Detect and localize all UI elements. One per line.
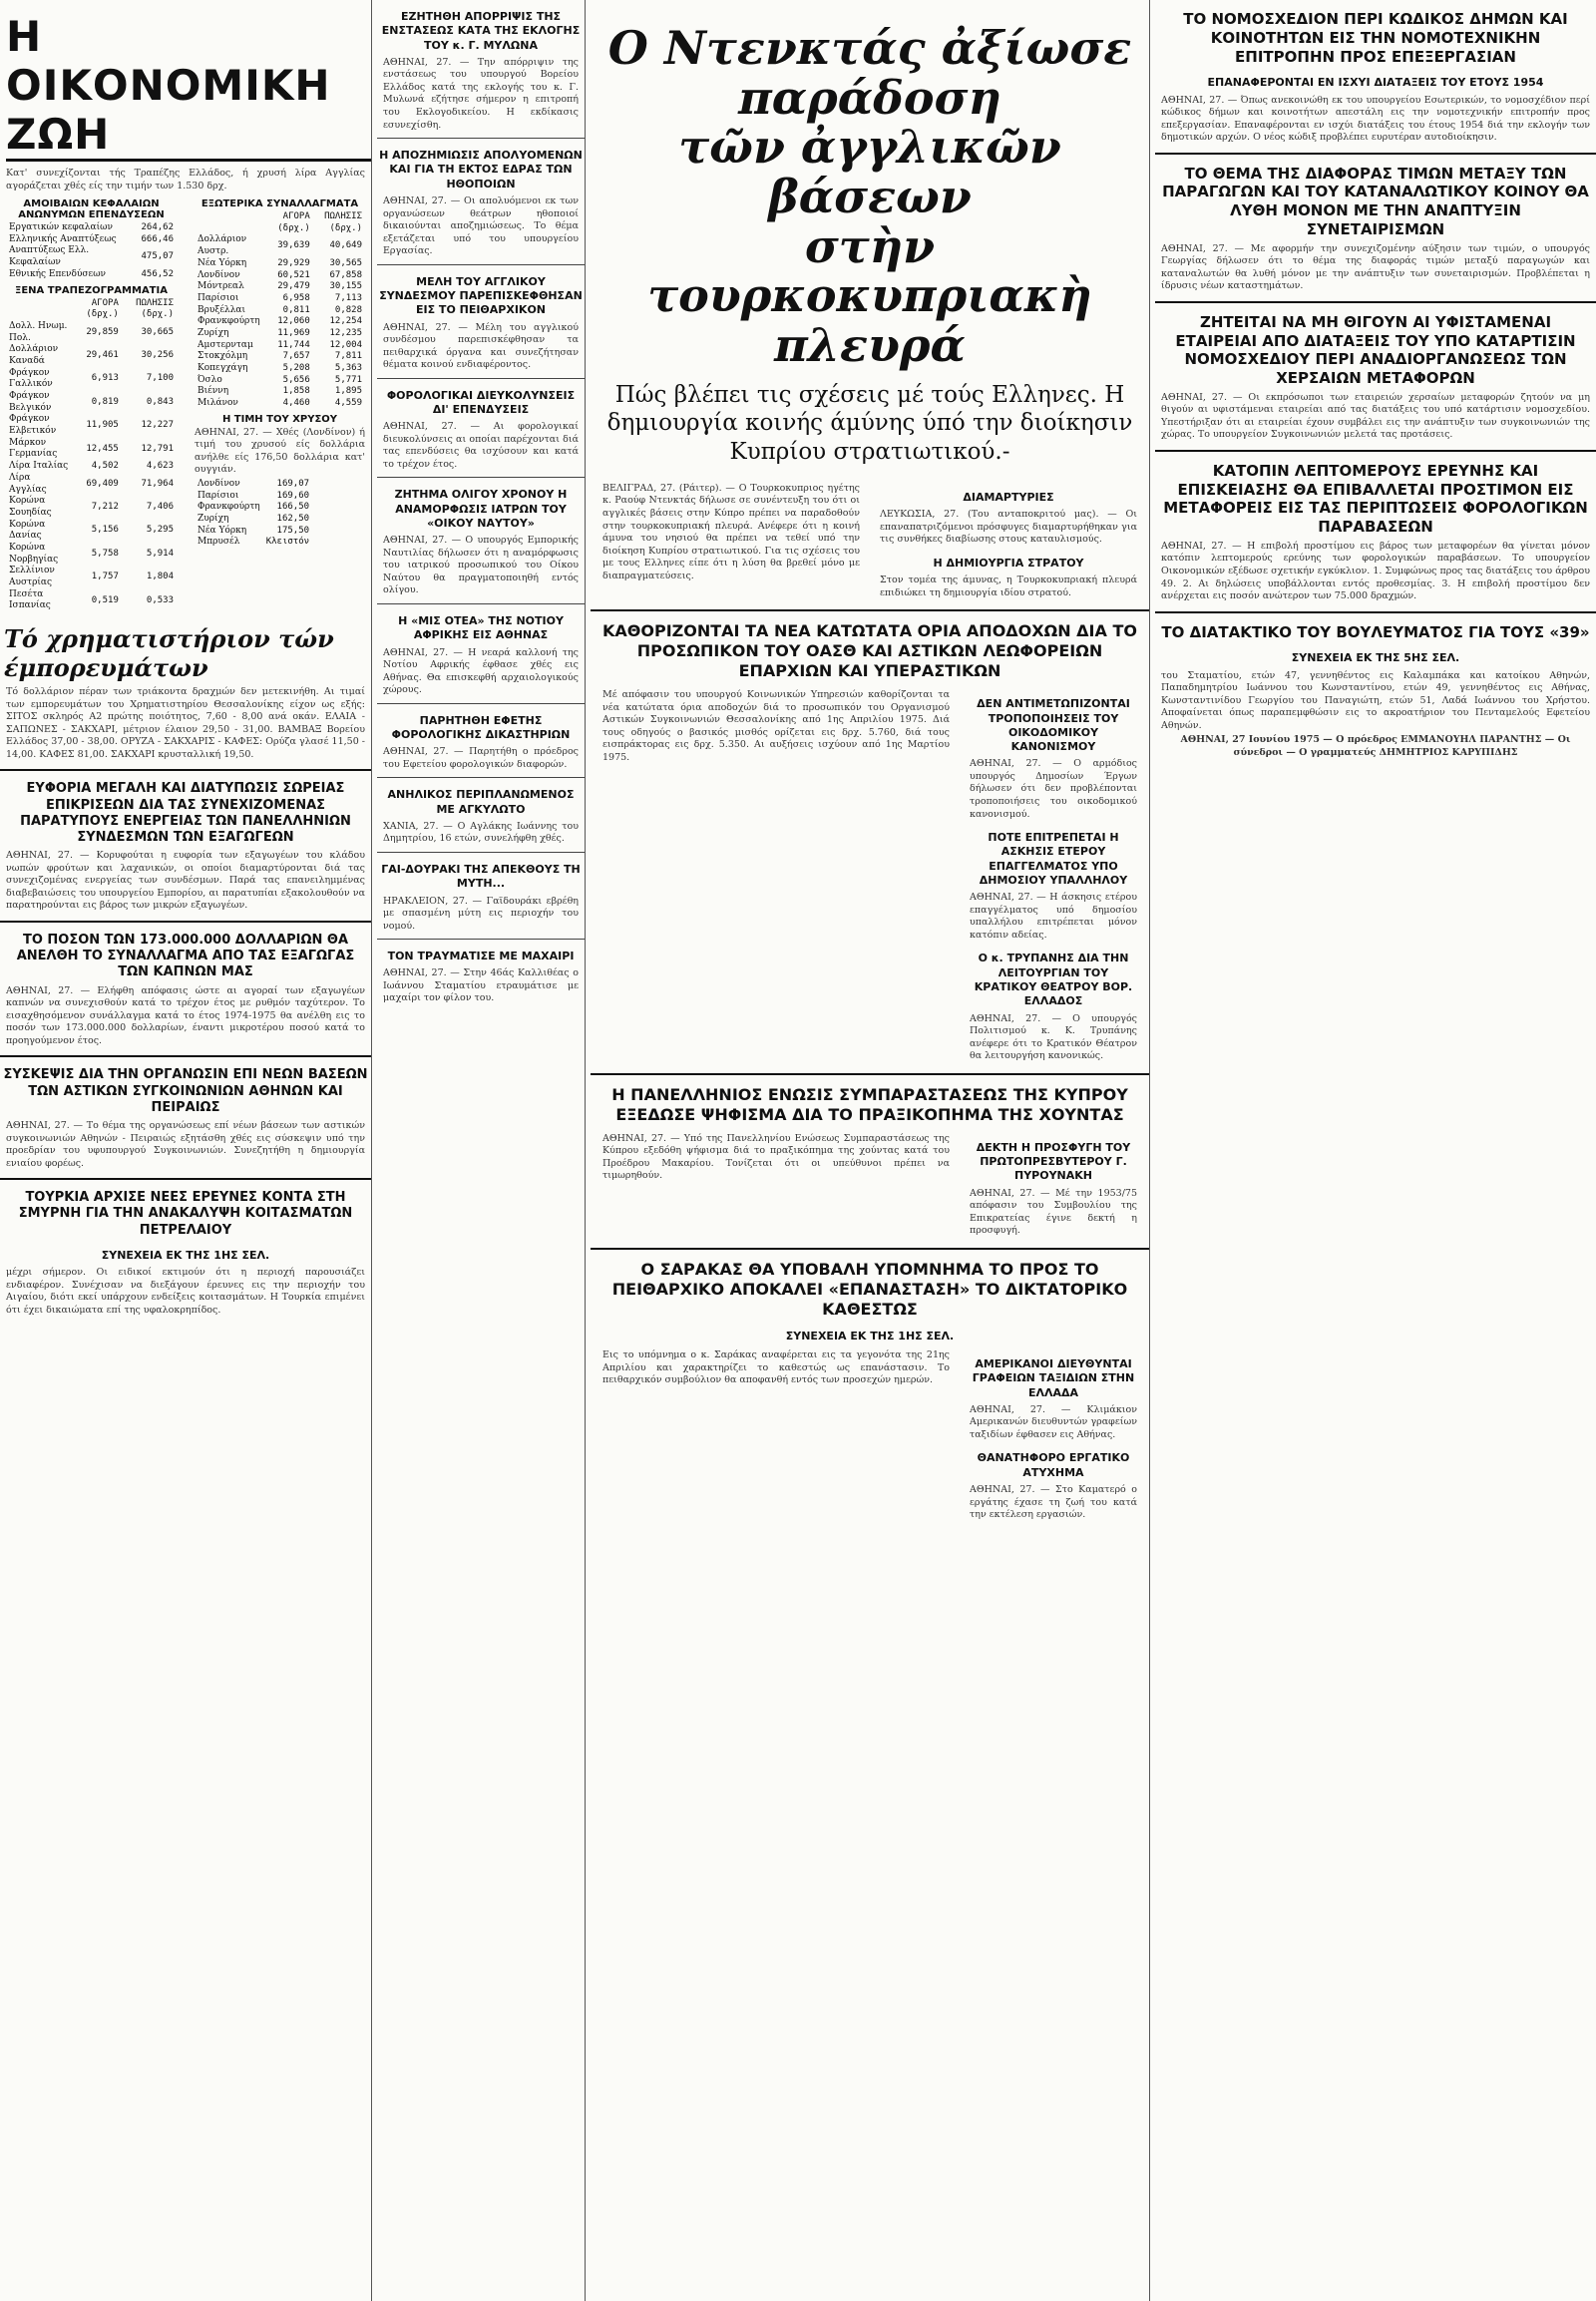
banknote-value: 7,406 — [146, 502, 174, 513]
banknote-value: 0,519 — [91, 594, 119, 605]
municipal-code-headline: ΤΟ ΝΟΜΟΣΧΕΔΙΟΝ ΠΕΡΙ ΚΩΔΙΚΟΣ ΔΗΜΩΝ ΚΑΙ ΚΟΙΝΟΤΗΤΩΝ ΕΙΣ ΤΗΝ ΝΟΜΟΤΕΧΝΙΚΗΝ ΕΠΙΤΡΟΠΗΝ ΠΡΟΣ ΕΠΕΞΕΡΓΑΣΙΑΝ — [1183, 10, 1568, 66]
banknote-value: 30,665 — [141, 326, 174, 337]
verdict-text: του Σταματίου, ετών 47, γεννηθέντος εις Καλαμπάκα και κατοίκου Αθηνών, Παπαδημητρίου Ιωάννου του Κωνσταντίνου, ετών 49, γεννηθέντος εις Αθήνας, Κωνσταντινίδου Γεωργίου του Παναγιώτη, ετών 51, Λαδά Ιωάννου του Χρήστου. Αποφαίνεται όπως παραπεμφθώσιν εις το ακροατήριον του Πενταμελούς Εφετείου Αθηνών. — [1161, 669, 1590, 731]
fx-head-buy: ΑΓΟΡΑ (δρχ.) — [277, 211, 310, 233]
fx-rate-row — [195, 351, 365, 363]
fx-rate-value: 5,771 — [334, 374, 362, 385]
lead-headline-line-3: στὴν τουρκοκυπριακὴ πλευρά — [647, 218, 1092, 373]
wages-text: Μέ απόφασιν του υπουργού Κοινωνικών Υπηρεσιών καθορίζονται τα νέα κατώτατα όρια αποδοχών διά το προσωπικόν του Οργανισμού Αστικών Συγκοινωνιών Θεσσαλονίκης από 1ης Απριλίου 1975. Διά τους οδηγούς ο βασικός μισθός ορίζεται εις δρχ. 5.760, διά τους εισπράκτορας εις δρχ. 5.350. Αι αυξήσεις ισχύουν από 1ης Μαρτίου 1975. — [602, 689, 950, 763]
mutual-fund-row — [6, 245, 177, 268]
transport-headline: ΣΥΣΚΕΨΙΣ ΔΙΑ ΤΗΝ ΟΡΓΑΝΩΣΙΝ ΕΠΙ ΝΕΩΝ ΒΑΣΕΩΝ ΤΩΝ ΑΣΤΙΚΩΝ ΣΥΓΚΟΙΝΩΝΙΩΝ ΑΘΗΝΩΝ ΚΑΙ ΠΕΙΡΑΙΩΣ — [3, 1067, 368, 1115]
fx-rate-label: Αμστερνταμ — [198, 339, 253, 350]
gold-price-label: Λονδίνον — [198, 478, 240, 489]
fx-rate-row — [195, 293, 365, 305]
fx-rate-value: 7,811 — [334, 351, 362, 362]
banknote-value: 12,791 — [141, 443, 174, 454]
banknote-value: 29,461 — [86, 350, 119, 361]
banknote-row — [6, 321, 177, 344]
fx-rate-value: 5,208 — [282, 363, 310, 373]
gold-price-row — [195, 502, 312, 514]
fines-headline: ΚΑΤΟΠΙΝ ΛΕΠΤΟΜΕΡΟΥΣ ΕΡΕΥΝΗΣ ΚΑΙ ΕΠΙΣΚΕΙΑΣΗΣ ΘΑ ΕΠΙΒΑΛΛΕΤΑΙ ΠΡΟΣΤΙΜΟΝ ΕΙΣ ΜΕΤΑΦΟΡΕΙΣ ΕΙΣ ΤΑΣ ΠΕΡΙΠΤΩΣΕΙΣ ΦΟΡΟΛΟΓΙΚΩΝ ΠΑΡΑΒΑΣΕΩΝ — [1163, 461, 1588, 537]
banknote-row — [6, 566, 177, 588]
banknote-label: Φράγκον Γαλλικόν — [9, 367, 53, 390]
gold-price-row — [195, 479, 312, 491]
tobacco-text: ΑΘΗΝΑΙ, 27. — Ελήφθη απόφασις ώστε αι αγοραί των εξαγωγέων καπνών να συνεχισθούν κατά το τρέχον έτος με ρυθμόν ταχύτερον. Το εισαχθησόμενον συνάλλαγμα κατά το έτος 1974-1975 θα ανέλθη εις το ποσόν των 173.000.000 δολλαρίων, έναντι μικροτέρου ποσού κατά το προηγούμενον έτος. — [6, 984, 365, 1046]
brief-headline-7: ΠΑΡΗΤΗΘΗ ΕΦΕΤΗΣ ΦΟΡΟΛΟΓΙΚΗΣ ΔΙΚΑΣΤΗΡΙΩΝ — [391, 713, 571, 741]
travel-agents-text: ΑΘΗΝΑΙ, 27. — Κλιμάκιον Αμερικανών διευθυντών γραφείων ταξιδίων έφθασεν εις Αθήνας. — [970, 1403, 1137, 1440]
fx-head-sell: ΠΩΛΗΣΙΣ (δρχ.) — [324, 211, 362, 233]
verdict-headline: ΤΟ ΔΙΑΤΑΚΤΙΚΟ ΤΟΥ ΒΟΥΛΕΥΜΑΤΟΣ ΓΙΑ ΤΟΥΣ «39» — [1161, 622, 1590, 641]
fx-rate-label: Νέα Υόρκη — [198, 257, 247, 268]
banknote-value: 7,212 — [91, 502, 119, 513]
fx-rate-label: Ζυρίχη — [198, 327, 229, 338]
mutual-funds-title: ΑΜΟΙΒΑΙΩΝ ΚΕΦΑΛΑΙΩΝ ΑΝΩΝΥΜΩΝ ΕΠΕΝΔΥΣΕΩΝ — [18, 198, 165, 221]
fx-rate-value: 4,559 — [334, 398, 362, 409]
fx-rate-value: 11,744 — [277, 339, 310, 350]
briefs-column — [377, 0, 586, 2301]
gold-price-row — [195, 526, 312, 538]
banknote-value: 11,905 — [86, 420, 119, 431]
banknote-label: Δολλ. Ηνωμ. Πολ. — [9, 320, 68, 343]
turkey-oil-text: μέχρι σήμερον. Οι ειδικοί εκτιμούν ότι η περιοχή παρουσιάζει ενδιαφέρον. Συνέχισαν να διεξάγουν έρευνες εις την περιοχήν του Αιγαίου, διότι εκεί υπάρχουν ενδείξεις κοιτασμάτων. Η Τουρκία επιμένει ότι έχει δικαιώματα επί της υφαλοκρηπίδος. — [6, 1267, 365, 1316]
banknote-value: 0,533 — [146, 594, 174, 605]
fx-rate-value: 30,565 — [329, 257, 362, 268]
banknote-label: Κορώνα Δανίας — [9, 519, 46, 542]
banknote-row — [6, 520, 177, 543]
fx-rate-label: Όσλο — [198, 374, 222, 385]
banknote-value: 1,804 — [146, 572, 174, 582]
gold-price-label: Ζυρίχη — [198, 513, 229, 524]
municipal-code-subhead: ΕΠΑΝΑΦΕΡΟΝΤΑΙ ΕΝ ΙΣΧΥΙ ΔΙΑΤΑΞΕΙΣ ΤΟΥ ΕΤΟΥΣ 1954 — [1207, 76, 1544, 90]
mutual-fund-label: Ελληνικής Αναπτύξεως — [9, 233, 117, 244]
banknote-value: 7,100 — [146, 373, 174, 384]
commodity-exchange-title: Τό χρηματιστήριον τών έμπορευμάτων — [4, 624, 334, 683]
gold-price-row — [195, 537, 312, 549]
fx-rate-value: 11,969 — [277, 327, 310, 338]
left-column — [0, 0, 372, 2301]
banknote-row — [6, 391, 177, 414]
fx-rate-row — [195, 258, 365, 270]
lead-headline-line-1: Ο Ντενκτάς ἀξίωσε παράδοση — [607, 21, 1132, 125]
municipal-code-text: ΑΘΗΝΑΙ, 27. — Όπως ανεκοινώθη εκ του υπουργείου Εσωτερικών, το νομοσχέδιον περί κώδικος δήμων και κοινοτήτων απεστάλη εις την νομοτεχνικήν επιτροπήν προς επεξεργασίαν. Επαναφέρονται εν ισχύι διατάξεις του έτους 1954 διά την εκλογήν των δημοτικών αρχών. Ο νέος κώδιξ προβλέπει ευρυτέραν αυτοδιοίκησιν. — [1161, 94, 1590, 144]
transport-companies-text: ΑΘΗΝΑΙ, 27. — Οι εκπρόσωποι των εταιρειών χερσαίων μεταφορών ζητούν να μη θιγούν αι υφιστάμεναι εταιρείαι από τας διατάξεις του υπό κατάρτισιν νομοσχεδίου. Υπεστήριξαν ότι αι εταιρείαι έχουν συμβάλει εις την ανάπτυξιν των συγκοινωνιών της χώρας. Το υπουργείον Συγκοινωνιών μελετά τας προτάσεις. — [1161, 391, 1590, 441]
right-column — [1155, 0, 1596, 2301]
banknote-value: 5,156 — [91, 525, 119, 536]
banknote-value: 4,623 — [146, 461, 174, 472]
fines-text: ΑΘΗΝΑΙ, 27. — Η επιβολή προστίμου εις βάρος των μεταφορέων θα γίνεται μόνον κατόπιν λεπτομερούς ερεύνης των φορολογικών παραβάσεων. Το υπουργείον Οικονομικών εξέδωσε σχετικήν εγκύκλιον. 1. Συμφώνως προς τας διατάξεις του άρθρου 49. 2. Αι δηλώσεις υποβάλλονται εντός προθεσμίας. 3. Η επιβολή προστίμου δεν ανέρχεται εις ποσόν ανώτερον των 75.000 δραχμών. — [1161, 540, 1590, 602]
appeal-headline: ΔΕΚΤΗ Η ΠΡΟΣΦΥΓΗ ΤΟΥ ΠΡΩΤΟΠΡΕΣΒΥΤΕΡΟΥ Γ. ΠΥΡΟΥΝΑΚΗ — [976, 1140, 1131, 1183]
fx-rate-row — [195, 328, 365, 340]
fx-rate-value: 12,004 — [329, 339, 362, 350]
price-gap-headline: ΤΟ ΘΕΜΑ ΤΗΣ ΔΙΑΦΟΡΑΣ ΤΙΜΩΝ ΜΕΤΑΞΥ ΤΩΝ ΠΑΡΑΓΩΓΩΝ ΚΑΙ ΤΟΥ ΚΑΤΑΝΑΛΩΤΙΚΟΥ ΚΟΙΝΟΥ ΘΑ ΛΥΘΗ ΜΟΝΟΝ ΜΕ ΤΗΝ ΑΝΑΠΤΥΞΙΝ ΣΥΝΕΤΑΙΡΙΣΜΩΝ — [1162, 164, 1589, 238]
fx-rate-value: 7,657 — [282, 351, 310, 362]
fx-rate-value: 5,656 — [282, 374, 310, 385]
banknote-value: 29,859 — [86, 326, 119, 337]
gold-price-label: Φρανκφούρτη — [198, 502, 260, 513]
brief-text-9: ΗΡΑΚΛΕΙΟΝ, 27. — Γαϊδουράκι εβρέθη με σπασμένη μύτη εις περιοχήν του νομού. — [383, 895, 579, 932]
lead-text-2: ΛΕΥΚΩΣΙΑ, 27. (Του ανταποκριτού μας). — Οι επαναπατριζόμενοι πρόσφυγες διαμαρτυρήθηκαν για τις συνθήκες διαβίωσης στους καταυλισμούς. — [880, 509, 1137, 546]
appeal-text: ΑΘΗΝΑΙ, 27. — Μέ την 1953/75 απόφασιν του Συμβουλίου της Επικρατείας έγινε δεκτή η προσφυγή. — [970, 1187, 1137, 1237]
wages-headline: ΚΑΘΟΡΙΖΟΝΤΑΙ ΤΑ ΝΕΑ ΚΑΤΩΤΑΤΑ ΟΡΙΑ ΑΠΟΔΟΧΩΝ ΔΙΑ ΤΟ ΠΡΟΣΩΠΙΚΟΝ ΤΟΥ ΟΑΣΘ ΚΑΙ ΑΣΤΙΚΩΝ ΛΕΩΦΟΡΕΙΩΝ ΕΠΑΡΧΙΩΝ ΚΑΙ ΥΠΕΡΑΣΤΙΚΩΝ — [602, 621, 1137, 681]
gold-price-label: Μπρυσέλ — [198, 537, 240, 548]
brief-headline-9: ΓΑΙ-ΔΟΥΡΑΚΙ ΤΗΣ ΑΠΕΚΘΟΥΣ ΤΗ ΜΥΤΗ... — [381, 862, 581, 891]
brief-text-10: ΑΘΗΝΑΙ, 27. — Στην 46άς Καλλιθέας ο Ιωάννου Σταματίου ετραυμάτισε με μαχαίρι τον φίλον του. — [383, 967, 579, 1004]
fx-rate-row — [195, 363, 365, 375]
fx-rate-label: Λονδίνον — [198, 269, 240, 280]
lead-subhead-1: ΔΙΑΜΑΡΤΥΡΙΕΣ — [963, 490, 1054, 504]
fx-table — [195, 211, 365, 410]
banknote-value: 30,256 — [141, 350, 174, 361]
accident-headline: ΘΑΝΑΤΗΦΟΡΟ ΕΡΓΑΤΙΚΟ ΑΤΥΧΗΜΑ — [977, 1451, 1130, 1479]
banknote-row — [6, 414, 177, 437]
brief-headline-10: ΤΟΝ ΤΡΑΥΜΑΤΙΣΕ ΜΕ ΜΑΧΑΙΡΙ — [387, 950, 575, 963]
civil-servant-headline: ΠΟΤΕ ΕΠΙΤΡΕΠΕΤΑΙ Η ΑΣΚΗΣΙΣ ΕΤΕΡΟΥ ΕΠΑΓΓΕΛΜΑΤΟΣ ΥΠΟ ΔΗΜΟΣΙΟΥ ΥΠΑΛΛΗΛΟΥ — [979, 831, 1128, 887]
fx-rate-row — [195, 281, 365, 293]
banknotes-head-sell: ΠΩΛΗΣΙΣ (δρχ.) — [136, 297, 174, 320]
brief-headline-5: ΖΗΤΗΜΑ ΟΛΙΓΟΥ ΧΡΟΝΟΥ Η ΑΝΑΜΟΡΦΩΣΙΣ ΙΑΤΡΩΝ ΤΟΥ «ΟΙΚΟΥ ΝΑΥΤΟΥ» — [394, 488, 568, 530]
lead-deck: Πώς βλέπει τις σχέσεις μέ τούς Ελληνες. Η δημιουργία κοινής άμύνης ύπό την διοίκησιν Κυπρίου στρατιωτικού.- — [606, 381, 1133, 466]
fx-rate-label: Βιέννη — [198, 386, 229, 397]
gold-price-value: 175,50 — [276, 525, 310, 536]
cyprus-union-headline: Η ΠΑΝΕΛΛΗΝΙΟΣ ΕΝΩΣΙΣ ΣΥΜΠΑΡΑΣΤΑΣΕΩΣ ΤΗΣ ΚΥΠΡΟΥ ΕΞΕΔΩΣΕ ΨΗΦΙΣΜΑ ΔΙΑ ΤΟ ΠΡΑΞΙΚΟΠΗΜΑ ΤΗΣ ΧΟΥΝΤΑΣ — [611, 1084, 1128, 1124]
lead-text-3: Στον τομέα της άμυνας, η Τουρκοκυπριακή πλευρά επιδιώκει τη δημιουργία ιδίου στρατού. — [880, 575, 1137, 598]
gold-title: Η ΤΙΜΗ ΤΟΥ ΧΡΥΣΟΥ — [221, 413, 338, 425]
banknote-value: 69,409 — [86, 478, 119, 489]
fx-rate-label: Κοπεγχάγη — [198, 363, 248, 373]
fx-rate-value: 12,235 — [329, 327, 362, 338]
sarakas-body — [597, 1347, 1143, 1524]
banknote-value: 12,227 — [141, 420, 174, 431]
theatre-headline: Ο κ. ΤΡΥΠΑΝΗΣ ΔΙΑ ΤΗΝ ΛΕΙΤΟΥΡΓΙΑΝ ΤΟΥ ΚΡΑΤΙΚΟΥ ΘΕΑΤΡΟΥ ΒΟΡ. ΕΛΛΑΔΟΣ — [974, 952, 1133, 1008]
banknote-row — [6, 438, 177, 461]
banknotes-table — [6, 298, 177, 613]
mutual-fund-row — [6, 269, 177, 281]
lead-text: ΒΕΛΙΓΡΑΔ, 27. (Ράιτερ). — Ο Τουρκοκυπριος ηγέτης κ. Ραούφ Ντενκτάς δήλωσε σε συνέντευξη του ότι οι αγγλικές βάσεις στην Κύπρο πρέπει να παραδοθούν στην τουρκοκυπριακή πλευρά. Ανέφερε ότι η κοινή άμυνα του νησιού θα πρέπει να τεθεί υπό την διοίκηση Κυπρίου στρατιωτικού. Για τις σχέσεις του με τους Ελληνες είπε ότι η λύση θα βρεθεί μόνο με διαπραγματεύσεις. — [602, 482, 860, 581]
sarakas-text: Εις το υπόμνημα ο κ. Σαράκας αναφέρεται εις τα γεγονότα της 21ης Απριλίου και χαρακτηρίζει το καθεστώς ως επανάστασιν. Το πειθαρχικόν συμβούλιον θα αποφανθή εντός των προσεχών ημερών. — [602, 1348, 950, 1386]
banknote-value: 5,295 — [146, 525, 174, 536]
fx-rate-value: 40,649 — [329, 240, 362, 251]
price-gap-text: ΑΘΗΝΑΙ, 27. — Με αφορμήν την συνεχιζομένην αύξησιν των τιμών, ο υπουργός Γεωργίας δήλωσεν ότι το θέμα της διαφοράς τιμών μεταξύ παραγωγών και καταναλωτών θα λυθή μόνον με την ανάπτυξιν των συνεταιρισμών. Προβλέπεται η ίδρυσις νέων καταστημάτων. — [1161, 242, 1590, 292]
cyprus-union-body — [597, 1131, 1143, 1240]
banknote-label: Κορώνα Νορβηγίας — [9, 542, 59, 565]
turkey-oil-continuation: ΣΥΝΕΧΕΙΑ ΕΚ ΤΗΣ 1ΗΣ ΣΕΛ. — [101, 1248, 270, 1262]
fx-rate-value: 1,858 — [282, 386, 310, 397]
transport-text: ΑΘΗΝΑΙ, 27. — Το θέμα της οργανώσεως επί νέων βάσεων των αστικών συγκοινωνιών Αθηνών - Πειραιώς εξητάσθη χθές εις σύσκεψιν υπό την προεδρίαν του υφυπουργού Συγκοινωνιών. Συνεζητήθη η δημιουργία ενιαίου φορέως. — [6, 1120, 365, 1169]
fx-rate-row — [195, 316, 365, 328]
brief-headline-3: ΜΕΛΗ ΤΟΥ ΑΓΓΛΙΚΟΥ ΣΥΝΔΕΣΜΟΥ ΠΑΡΕΠΙΣΚΕΦΘΗΣΑΝ ΕΙΣ ΤΟ ΠΕΙΘΑΡΧΙΚΟΝ — [379, 274, 583, 317]
brief-text-1: ΑΘΗΝΑΙ, 27. — Την απόρριψιν της ενστάσεως του υπουργού Βορείου Ελλάδος κατά της εκλογής του κ. Γ. Μυλωνά εζήτησε σήμερον η επιτροπή του Εκλογοδικείου. Η εκδίκασις εσυνεχίσθη. — [383, 56, 579, 131]
cyprus-union-text: ΑΘΗΝΑΙ, 27. — Υπό της Πανελληνίου Ενώσεως Συμπαραστάσεως της Κύπρου εξεδόθη ψήφισμα διά το πραξικόπημα της χούντας κατά του Προέδρου Μακαρίου. Τονίζεται ότι οι υπεύθυνοι πρέπει να τιμωρηθούν. — [602, 1132, 950, 1182]
lead-headline — [600, 21, 1139, 373]
verdict-signature: ΑΘΗΝΑΙ, 27 Ιουνίου 1975 — Ο πρόεδρος ΕΜΜΑΝΟΥΗΛ ΠΑΡΑΝΤΗΣ — Οι σύνεδροι — Ο γραμματεύς ΔΗΜΗΤΡΙΟΣ ΚΑΡΥΠΙΔΗΣ — [1180, 734, 1571, 758]
gold-price-value: 169,60 — [276, 490, 310, 501]
banknote-value: 71,964 — [141, 478, 174, 489]
fx-rate-label: Μιλάνον — [198, 398, 238, 409]
fx-rate-label: Παρίσιοι — [198, 292, 239, 303]
gold-price-value: Κλειστόν — [265, 537, 310, 548]
mutual-fund-value: 264,62 — [141, 222, 174, 233]
brief-headline-6: Η «ΜΙΣ ΟΤΕΑ» ΤΗΣ ΝΟΤΙΟΥ ΑΦΡΙΚΗΣ ΕΙΣ ΑΘΗΝΑΣ — [398, 613, 564, 642]
fx-rate-label: Δολλάριον Αυστρ. — [198, 234, 247, 257]
fx-rate-value: 12,254 — [329, 316, 362, 327]
markets-left — [0, 194, 183, 614]
gold-price-value: 166,50 — [276, 502, 310, 513]
fx-rate-value: 6,958 — [282, 292, 310, 303]
fx-rate-label: Βρυξέλλαι — [198, 304, 246, 315]
banknote-label: Φράγκον Βελγικόν — [9, 391, 52, 413]
banknote-value: 4,502 — [91, 461, 119, 472]
gold-price-label: Νέα Υόρκη — [198, 525, 247, 536]
fx-rate-value: 4,460 — [282, 398, 310, 409]
mutual-fund-value: 456,52 — [141, 268, 174, 279]
section-masthead: Η ΟΙΚΟΝΟΜΙΚΗ ΖΩΗ — [6, 12, 371, 162]
brief-text-8: ΧΑΝΙΑ, 27. — Ο Αγλάκης Ιωάννης του Δημητρίου, 16 ετών, συνελήφθη χθές. — [383, 820, 579, 845]
fx-rate-row — [195, 234, 365, 257]
lead-subhead-2: Η ΔΗΜΙΟΥΡΓΙΑ ΣΤΡΑΤΟΥ — [933, 556, 1084, 570]
mutual-fund-label: Αναπτύξεως Ελλ. Κεφαλαίων — [9, 245, 90, 268]
banknote-row — [6, 589, 177, 612]
gold-price-row — [195, 514, 312, 526]
gold-price-row — [195, 491, 312, 503]
banknote-label: Λίρα Ιταλίας — [9, 461, 69, 472]
banknote-label: Πεσέτα Ισπανίας — [9, 588, 51, 611]
banknotes-head-buy: ΑΓΟΡΑ (δρχ.) — [86, 297, 119, 320]
fx-rate-value: 30,155 — [329, 281, 362, 292]
fx-rate-row — [195, 386, 365, 398]
intro-text: Κατ' συνεχίζονται τής Τραπέζης Ελλάδος, ή χρυσή λίρα Αγγλίας αγοράζεται χθές είς την τιμήν των 1.530 δρχ. — [6, 168, 365, 192]
wages-body — [597, 687, 1143, 1064]
gold-price-label: Παρίσιοι — [198, 490, 239, 501]
mutual-fund-row — [6, 234, 177, 246]
fx-title: ΕΞΩΤΕΡΙΚΑ ΣΥΝΑΛΛΑΓΜΑΤΑ — [200, 198, 359, 210]
brief-text-7: ΑΘΗΝΑΙ, 27. — Παρητήθη ο πρόεδρος του Εφετείου φορολογικών διαφορών. — [383, 746, 579, 770]
brief-headline-4: ΦΟΡΟΛΟΓΙΚΑΙ ΔΙΕΥΚΟΛΥΝΣΕΙΣ ΔΙ' ΕΠΕΝΔΥΣΕΙΣ — [386, 388, 576, 416]
mutual-fund-value: 475,07 — [141, 251, 174, 262]
exporters-text: ΑΘΗΝΑΙ, 27. — Κορυφούται η ευφορία των εξαγωγέων του κλάδου νωπών φρούτων και λαχανικών, οι οποίοι διαμαρτύρονται διά τας συνεχιζομένας ενεργείας των συνδέσμων. Παρά τας επανειλημμένας διαβεβαιώσεις του υπουργείου Εμπορίου, αι παρατυπίαι εξακολουθούν να παρατηρούνται εις βάρος των μικρών εξαγωγέων. — [6, 850, 365, 912]
fx-rate-row — [195, 375, 365, 387]
sarakas-headline: Ο ΣΑΡΑΚΑΣ ΘΑ ΥΠΟΒΑΛΗ ΥΠΟΜΝΗΜΑ ΤΟ ΠΡΟΣ ΤΟ ΠΕΙΘΑΡΧΙΚΟ ΑΠΟΚΑΛΕΙ «ΕΠΑΝΑΣΤΑΣΗ» ΤΟ ΔΙΚΤΑΤΟΡΙΚΟ ΚΑΘΕΣΤΩΣ — [611, 1259, 1128, 1319]
mutual-fund-label: Εργατικών κεφαλαίων — [9, 222, 113, 233]
theatre-text: ΑΘΗΝΑΙ, 27. — Ο υπουργός Πολιτισμού κ. Κ. Τρυπάνης ανέφερε ότι το Κρατικόν Θέατρον θα λειτουργήση κανονικώς. — [970, 1012, 1137, 1062]
lead-headline-line-2: τῶν ἀγγλικῶν βάσεων — [678, 120, 1061, 224]
fx-rate-value: 29,479 — [277, 281, 310, 292]
gold-price-value: 162,50 — [276, 513, 310, 524]
fx-rate-value: 1,895 — [334, 386, 362, 397]
fx-rate-value: 0,811 — [282, 304, 310, 315]
fx-rate-label: Φρανκφούρτη — [198, 316, 260, 327]
accident-text: ΑΘΗΝΑΙ, 27. — Στο Καματερό ο εργάτης έχασε τη ζωή του κατά την εκτέλεση εργασιών. — [970, 1484, 1137, 1521]
fx-rate-label: Μόντρεαλ — [198, 281, 244, 292]
building-code-text: ΑΘΗΝΑΙ, 27. — Ο αρμόδιος υπουργός Δημοσίων Έργων δήλωσεν ότι δεν προβλέπονται τροποποιήσεις του οικοδομικού κανονισμού. — [970, 758, 1137, 820]
banknotes-title: ΞΕΝΑ ΤΡΑΠΕΖΟΓΡΑΜΜΑΤΙΑ — [15, 284, 168, 296]
banknote-row — [6, 473, 177, 496]
fx-rate-value: 7,113 — [334, 292, 362, 303]
fx-rate-row — [195, 340, 365, 352]
banknote-value: 5,758 — [91, 548, 119, 559]
banknote-value: 0,843 — [146, 396, 174, 407]
exporters-headline: ΕΥΦΟΡΙΑ ΜΕΓΑΛΗ ΚΑΙ ΔΙΑΤΥΠΩΣΙΣ ΣΩΡΕΙΑΣ ΕΠΙΚΡΙΣΕΩΝ ΔΙΑ ΤΑΣ ΣΥΝΕΧΙΖΟΜΕΝΑΣ ΠΑΡΑΤΥΠΟΥΣ ΕΝΕΡΓΕΙΑΣ ΤΩΝ ΠΑΝΕΛΛΗΝΙΩΝ ΣΥΝΔΕΣΜΩΝ ΤΩΝ ΕΞΑΓΩΓΕΩΝ — [20, 781, 351, 845]
brief-headline-8: ΑΝΗΛΙΚΟΣ ΠΕΡΙΠΛΑΝΩΜΕΝΟΣ ΜΕ ΑΓΚΥΛΩΤΟ — [387, 788, 575, 816]
brief-text-4: ΑΘΗΝΑΙ, 27. — Αι φορολογικαί διευκολύνσεις αι οποίαι παρέχονται διά τας επενδύσεις θα ισχύσουν και κατά το τρέχον έτος. — [383, 421, 579, 470]
markets-right — [189, 194, 371, 614]
fx-rate-value: 5,363 — [334, 363, 362, 373]
building-code-headline: ΔΕΝ ΑΝΤΙΜΕΤΩΠΙΖΟΝΤΑΙ ΤΡΟΠΟΠΟΙΗΣΕΙΣ ΤΟΥ ΟΙΚΟΔΟΜΙΚΟΥ ΚΑΝΟΝΙΣΜΟΥ — [977, 697, 1130, 754]
lead-column — [591, 0, 1150, 2301]
civil-servant-text: ΑΘΗΝΑΙ, 27. — Η άσκησις ετέρου επαγγέλματος υπό δημοσίου υπαλλήλου επιτρέπεται μόνον κατόπιν αδείας. — [970, 892, 1137, 941]
fx-rate-row — [195, 270, 365, 282]
banknote-label: Μάρκον Γερμανίας — [9, 437, 58, 460]
banknote-row — [6, 344, 177, 367]
mutual-fund-label: Εθνικής Επενδύσεων — [9, 268, 107, 279]
markets-tables — [0, 194, 371, 614]
turkey-oil-headline: ΤΟΥΡΚΙΑ ΑΡΧΙΣΕ ΝΕΕΣ ΕΡΕΥΝΕΣ ΚΟΝΤΑ ΣΤΗ ΣΜΥΡΝΗ ΓΙΑ ΤΗΝ ΑΝΑΚΑΛΥΨΗ ΚΟΙΤΑΣΜΑΤΩΝ ΠΕΤΡΕΛΑΙΟΥ — [18, 1190, 353, 1238]
brief-headline-1: ΕΖΗΤΗΘΗ ΑΠΟΡΡΙΨΙΣ ΤΗΣ ΕΝΣΤΑΣΕΩΣ ΚΑΤΑ ΤΗΣ ΕΚΛΟΓΗΣ ΤΟΥ κ. Γ. ΜΥΛΩΝΑ — [381, 10, 581, 52]
fx-rate-row — [195, 398, 365, 410]
banknote-label: Κορώνα Σουηδίας — [9, 496, 52, 518]
verdict-continuation: ΣΥΝΕΧΕΙΑ ΕΚ ΤΗΣ 5ΗΣ ΣΕΛ. — [1291, 651, 1460, 665]
fx-rate-value: 60,521 — [277, 269, 310, 280]
brief-headline-2: Η ΑΠΟΖΗΜΙΩΣΙΣ ΑΠΟΛΥΟΜΕΝΩΝ ΚΑΙ ΓΙΑ ΤΗ ΕΚΤΟΣ ΕΔΡΑΣ ΤΩΝ ΗΘΟΠΟΙΩΝ — [379, 149, 583, 191]
commodity-exchange-text: Τό δολλάριον πέραν των τριάκοντα δραχμών δεν μετεκινήθη. Αι τιμαί των εμπορευμάτων του Χρηματιστηρίου Θεσσαλονίκης είχον ως εξής: ΣΙΤΟΣ σκληρός Α2 πρώτης ποιότητος, 7,60 - 8,00 ανά οκάν. ΕΛΑΙΑ - ΣΑΠΩΝΕΣ - ΣΑΚΧΑΡΙ, μέτριον έλαιον 29,50 - 31,00. ΒΑΜΒΑΞ Βορείου Ελλάδος 37,00 - 38,00. ΟΡΥΖΑ - ΣΑΚΧΑΡΙΣ - ΚΑΦΕΣ: Ορύζα γλασέ 11,50 - 14,00. ΚΑΦΕΣ 81,00. ΣΑΚΧΑΡΙ κρυσταλλική 19,50. — [6, 686, 365, 760]
banknote-value: 12,455 — [86, 443, 119, 454]
brief-text-6: ΑΘΗΝΑΙ, 27. — Η νεαρά καλλονή της Νοτίου Αφρικής έφθασε χθές εις Αθήνας. Θα επισκεφθή αρχαιολογικούς χώρους. — [383, 646, 579, 696]
banknote-label: Σελλίνιον Αυστρίας — [9, 566, 55, 587]
banknote-label: Φράγκον Ελβετικόν — [9, 414, 57, 437]
fx-rate-value: 29,929 — [277, 257, 310, 268]
fx-rate-label: Στοκχόλμη — [198, 351, 248, 362]
banknote-label: Λίρα Αγγλίας — [9, 472, 47, 495]
brief-text-2: ΑΘΗΝΑΙ, 27. — Οι απολυόμενοι εκ των οργανώσεων θεάτρων ηθοποιοί δικαιούνται αποζημιώσεως. Το θέμα εξετάζεται υπό του υπουργείου Εργασίας. — [383, 194, 579, 257]
banknote-value: 0,819 — [91, 396, 119, 407]
banknote-value: 1,757 — [91, 572, 119, 582]
mutual-fund-row — [6, 222, 177, 234]
mutual-fund-value: 666,46 — [141, 233, 174, 244]
fx-rate-value: 0,828 — [334, 304, 362, 315]
banknote-row — [6, 368, 177, 391]
banknote-value: 5,914 — [146, 548, 174, 559]
lead-body — [597, 481, 1143, 601]
banknote-row — [6, 461, 177, 473]
gold-table — [195, 479, 312, 549]
sarakas-continuation: ΣΥΝΕΧΕΙΑ ΕΚ ΤΗΣ 1ΗΣ ΣΕΛ. — [785, 1329, 955, 1342]
fx-rate-value: 39,639 — [277, 240, 310, 251]
fx-rate-value: 67,858 — [329, 269, 362, 280]
banknote-label: Δολλάριον Καναδά — [9, 344, 59, 366]
mutual-funds-table — [6, 222, 177, 280]
fx-rate-row — [195, 305, 365, 317]
banknote-value: 6,913 — [91, 373, 119, 384]
banknote-row — [6, 496, 177, 519]
travel-agents-headline: ΑΜΕΡΙΚΑΝΟΙ ΔΙΕΥΘΥΝΤΑΙ ΓΡΑΦΕΙΩΝ ΤΑΞΙΔΙΩΝ ΣΤΗΝ ΕΛΛΑΔΑ — [972, 1356, 1135, 1399]
transport-companies-headline: ΖΗΤΕΙΤΑΙ ΝΑ ΜΗ ΘΙΓΟΥΝ ΑΙ ΥΦΙΣΤΑΜΕΝΑΙ ΕΤΑΙΡΕΙΑΙ ΑΠΟ ΔΙΑΤΑΞΕΙΣ ΤΟΥ ΥΠΟ ΚΑΤΑΡΤΙΣΙΝ ΝΟΜΟΣΧΕΔΙΟΥ ΠΕΡΙ ΑΝΑΔΙΟΡΓΑΝΩΣΕΩΣ ΤΩΝ ΧΕΡΣΑΙΩΝ ΜΕΤΑΦΟΡΩΝ — [1175, 312, 1576, 388]
brief-text-3: ΑΘΗΝΑΙ, 27. — Μέλη του αγγλικού συνδέσμου παρεπισκέφθησαν τα πειθαρχικά όργανα και συνεζήτησαν θέματα κοινού ενδιαφέροντος. — [383, 321, 579, 371]
brief-text-5: ΑΘΗΝΑΙ, 27. — Ο υπουργός Εμπορικής Ναυτιλίας δήλωσεν ότι η αναμόρφωσις του ιατρικού προσωπικού του Οίκου Ναύτου θα πραγματοποιηθή εντός ολίγου. — [383, 535, 579, 596]
fx-rate-value: 12,060 — [277, 316, 310, 327]
tobacco-headline: ΤΟ ΠΟΣΟΝ ΤΩΝ 173.000.000 ΔΟΛΛΑΡΙΩΝ ΘΑ ΑΝΕΛΘΗ ΤΟ ΣΥΝΑΛΛΑΓΜΑ ΑΠΟ ΤΑΣ ΕΞΑΓΩΓΑΣ ΤΩΝ ΚΑΠΝΩΝ ΜΑΣ — [16, 932, 355, 980]
gold-price-value: 169,07 — [276, 478, 310, 489]
gold-text: ΑΘΗΝΑΙ, 27. — Χθές (Λονδίνον) ή τιμή του χρυσού είς δολλάρια ανήλθε είς 176,50 δολλάρια κατ' ουγγιάν. — [195, 426, 365, 476]
banknote-row — [6, 543, 177, 566]
